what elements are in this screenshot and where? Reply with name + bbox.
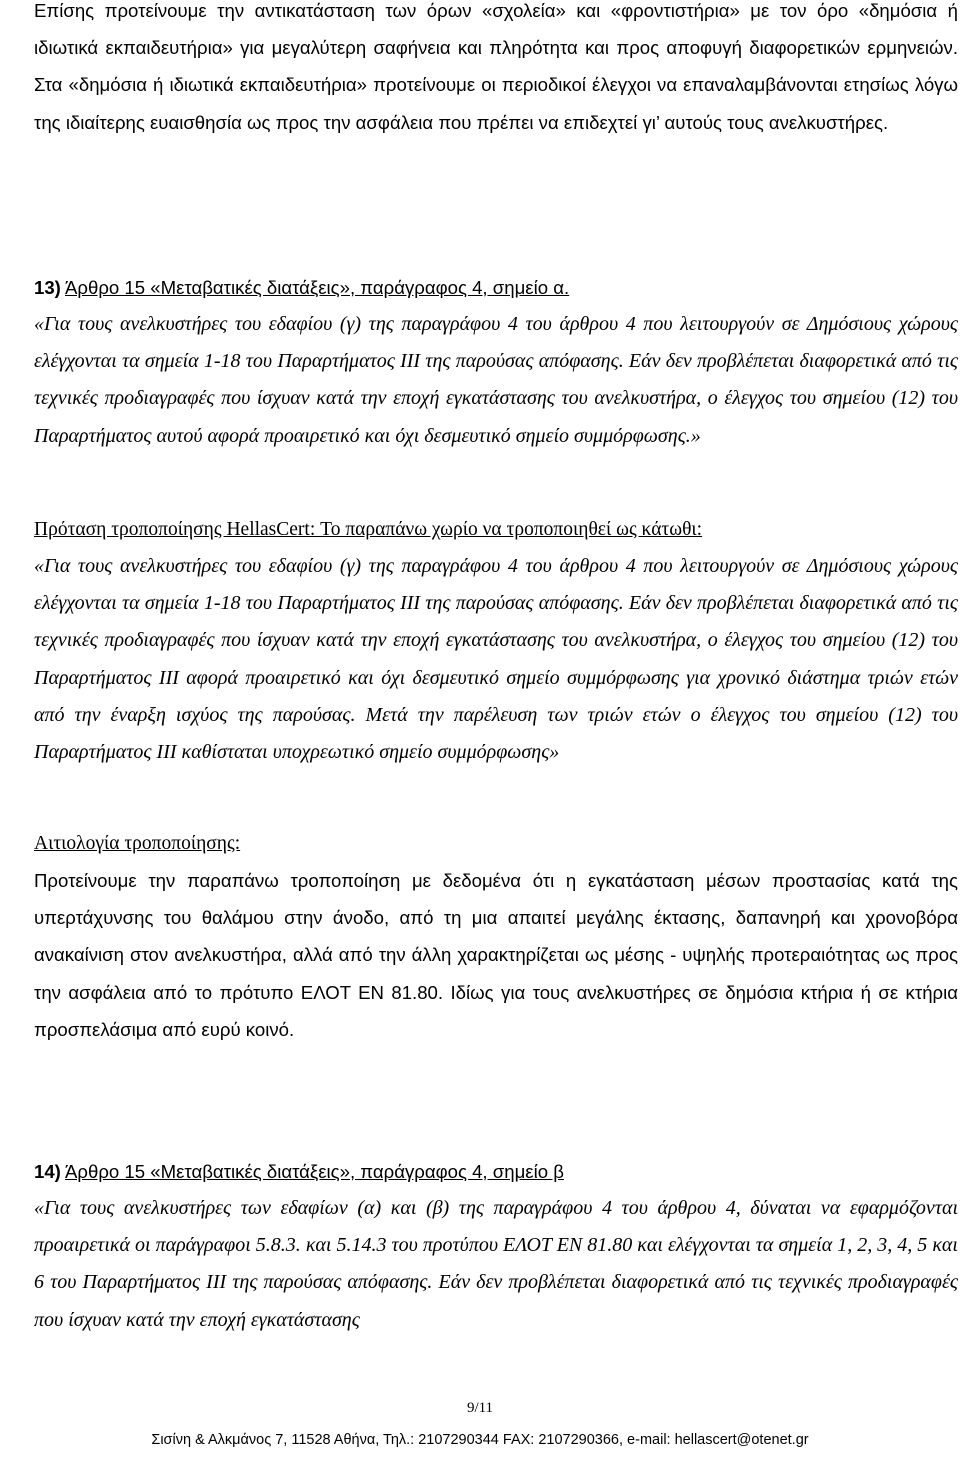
intro-paragraph: Επίσης προτείνουμε την αντικατάσταση των όρων «σχολεία» και «φροντιστήρια» με τον όρο «δημόσια ή ιδιωτικά εκπαιδευτήρια» για μεγαλύτερη σαφήνεια και πληρότητα και προς αποφυγή διαφορετικών ερμηνειών. Στα «δημόσια ή ιδιωτικά εκπαιδευτήρια» προτείνουμε οι περιοδικοί έλεγχοι να επαναλαμβάνονται ετησίως λόγω της ιδιαίτερης ευαισθησία ως προς την ασφάλεια που πρέπει να επιδεχτεί γι’ αυτούς τους ανελκυστήρες.: [34, 0, 958, 133]
page-footer: Σισίνη & Αλκμάνος 7, 11528 Αθήνα, Τηλ.: 2107290344 FAX: 2107290366, e-mail: hellascert@otenet.gr: [151, 1432, 809, 1448]
section-13-justification-label: Αιτιολογία τροποποίησης:: [34, 833, 241, 854]
section-14-title: Άρθρο 15 «Μεταβατικές διατάξεις», παράγραφος 4, σημείο β: [65, 1161, 564, 1182]
section-13-proposal-text: «Για τους ανελκυστήρες του εδαφίου (γ) της παραγράφου 4 του άρθρου 4 που λειτουργούν σε Δημόσιους χώρους ελέγχονται τα σημεία 1-18 του Παραρτήματος ΙΙΙ της παρούσας απόφασης. Εάν δεν προβλέπεται διαφορετικά από τις τεχνικές προδιαγραφές που ίσχυαν κατά την εποχή εγκατάστασης του ανελκυστήρα, ο έλεγχος του σημείου (12) του Παραρτήματος ΙΙΙ αφορά προαιρετικό και όχι δεσμευτικό σημείο συμμόρφωσης για χρονικό διάστημα τριών ετών από την έναρξη ισχύος της παρούσας. Μετά την παρέλευση των τριών ετών ο έλεγχος του σημείου (12) του Παραρτήματος ΙΙΙ καθίσταται υποχρεωτικό σημείο συμμόρφωσης»: [34, 555, 958, 764]
section-13-title: Άρθρο 15 «Μεταβατικές διατάξεις», παράγραφος 4, σημείο α.: [65, 277, 570, 298]
section-14-quote: «Για τους ανελκυστήρες των εδαφίων (α) και (β) της παραγράφου 4 του άρθρου 4, δύναται να εφαρμόζονται προαιρετικά οι παράγραφοι 5.8.3. και 5.14.3 του προτύπου ΕΛΟΤ ΕΝ 81.80 και ελέγχονται τα σημεία 1, 2, 3, 4, 5 και 6 του Παραρτήματος ΙΙΙ της παρούσας απόφασης. Εάν δεν προβλέπεται διαφορετικά από τις τεχνικές προδιαγραφές που ίσχυαν κατά την εποχή εγκατάστασης: [34, 1197, 958, 1331]
section-13-proposal-label: Πρόταση τροποποίησης HellasCert: Το παραπάνω χωρίο να τροποποιηθεί ως κάτωθι:: [34, 519, 703, 540]
section-14-heading: [34, 1153, 958, 1190]
page-number: 9/11: [466, 1400, 494, 1416]
section-13-justification-text: Προτείνουμε την παραπάνω τροποποίηση με δεδομένα ότι η εγκατάσταση μέσων προστασίας κατά της υπερτάχυνσης του θαλάμου στην άνοδο, από τη μια απαιτεί μεγάλης έκτασης, δαπανηρή και χρονοβόρα ανακαίνιση στον ανελκυστήρα, αλλά από την άλλη χαρακτηρίζεται ως μέσης - υψηλής προτεραιότητας ως προς την ασφάλεια από το πρότυπο ΕΛΟΤ ΕΝ 81.80. Ιδίως για τους ανελκυστήρες σε δημόσια κτήρια ή σε κτήρια προσπελάσιμα από ευρύ κοινό.: [34, 870, 958, 1040]
section-14-number: 14): [34, 1161, 61, 1182]
section-13-quote: «Για τους ανελκυστήρες του εδαφίου (γ) της παραγράφου 4 του άρθρου 4 που λειτουργούν σε Δημόσιους χώρους ελέγχονται τα σημεία 1-18 του Παραρτήματος ΙΙΙ της παρούσας απόφασης. Εάν δεν προβλέπεται διαφορετικά από τις τεχνικές προδιαγραφές που ίσχυαν κατά την εποχή εγκατάστασης του ανελκυστήρα, ο έλεγχος του σημείου (12) του Παραρτήματος αυτού αφορά προαιρετικό και όχι δεσμευτικό σημείο συμμόρφωσης.»: [34, 313, 958, 447]
section-13-number: 13): [34, 277, 61, 298]
section-13-heading: [34, 269, 958, 306]
